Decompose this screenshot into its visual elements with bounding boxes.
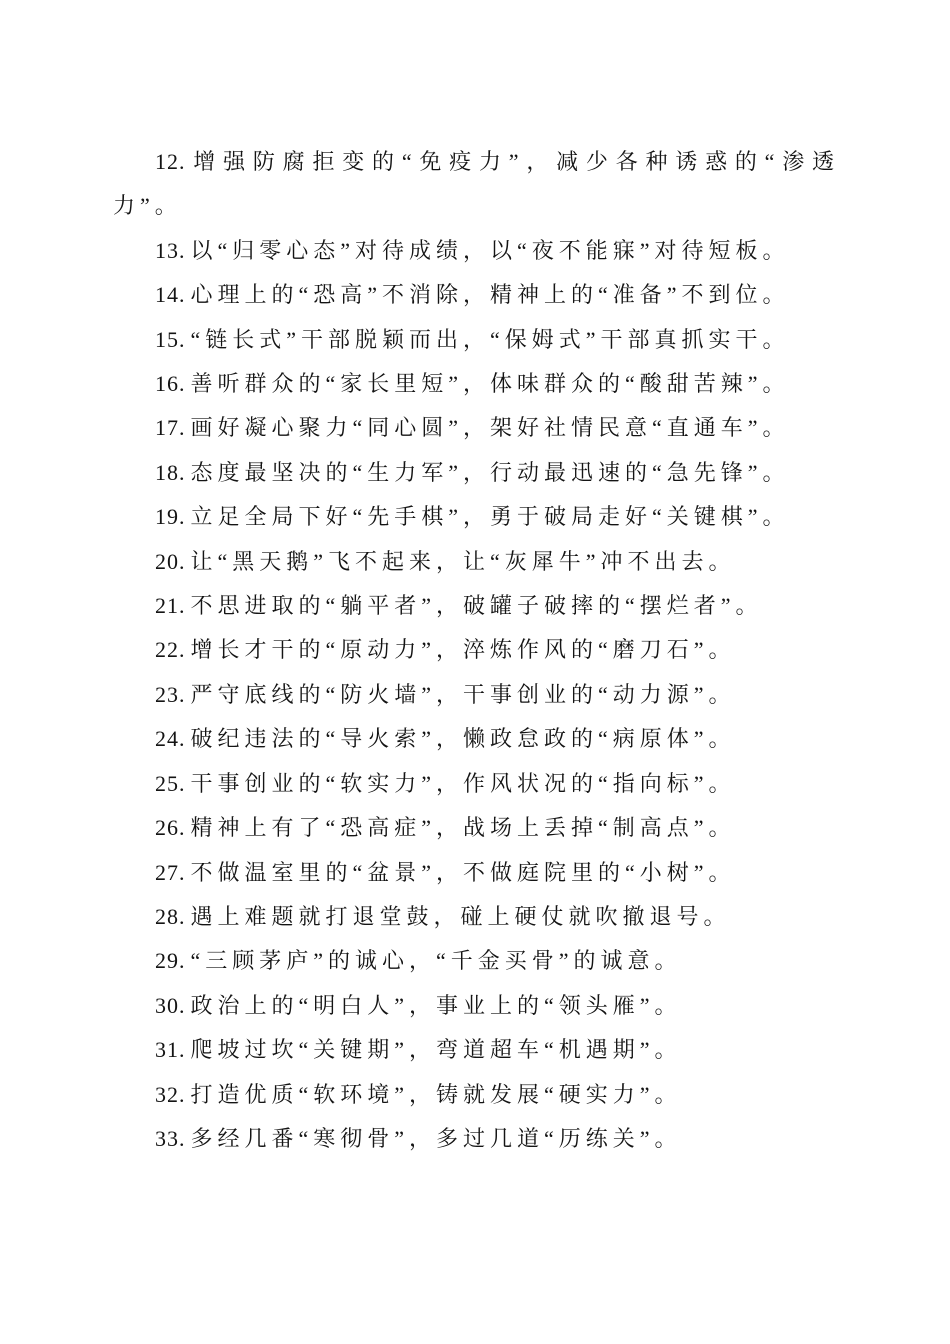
item-number: 24. — [155, 726, 186, 752]
item-text: 画好凝心聚力“同心圆”，架好社情民意“直通车”。 — [190, 415, 790, 441]
item-number: 20. — [155, 548, 186, 574]
item-text: 不思进取的“躺平者”，破罐子破摔的“摆烂者”。 — [190, 593, 763, 619]
item-text: 打造优质“软环境”，铸就发展“硬实力”。 — [190, 1081, 682, 1107]
item-number: 21. — [155, 593, 186, 619]
item-text: “链长式”干部脱颖而出，“保姆式”干部真抓实干。 — [190, 326, 790, 352]
list-item — [113, 1073, 839, 1117]
item-text: 增强防腐拒变的“免疫力”，减少各种诱惑的“渗透力”。 — [113, 149, 839, 219]
item-number: 22. — [155, 637, 186, 663]
item-text: “三顾茅庐”的诚心，“千金买骨”的诚意。 — [190, 948, 682, 974]
item-text: 破纪违法的“导火索”，懒政怠政的“病原体”。 — [190, 726, 736, 752]
item-number: 33. — [155, 1125, 186, 1151]
item-text: 干事创业的“软实力”，作风状况的“指向标”。 — [190, 770, 736, 796]
list-item — [113, 140, 839, 229]
item-text: 善听群众的“家长里短”，体味群众的“酸甜苦辣”。 — [190, 371, 790, 397]
item-number: 31. — [155, 1037, 186, 1063]
list-item — [113, 1028, 839, 1072]
list-item — [113, 273, 839, 317]
item-number: 18. — [155, 459, 186, 485]
item-text: 增长才干的“原动力”，淬炼作风的“磨刀石”。 — [190, 637, 736, 663]
item-number: 26. — [155, 815, 186, 841]
list-item — [113, 628, 839, 672]
list-item — [113, 984, 839, 1028]
list-item — [113, 229, 839, 273]
item-text: 严守底线的“防火墙”，干事创业的“动力源”。 — [190, 681, 736, 707]
list-item — [113, 717, 839, 761]
item-number: 32. — [155, 1081, 186, 1107]
item-text: 让“黑天鹅”飞不起来，让“灰犀牛”冲不出去。 — [190, 548, 736, 574]
item-number: 30. — [155, 992, 186, 1018]
list-item — [113, 406, 839, 450]
item-text: 以“归零心态”对待成绩，以“夜不能寐”对待短板。 — [190, 237, 790, 263]
list-item — [113, 495, 839, 539]
phrase-list — [113, 140, 839, 1161]
item-text: 立足全局下好“先手棋”，勇于破局走好“关键棋”。 — [190, 504, 790, 530]
list-item — [113, 806, 839, 850]
list-item — [113, 540, 839, 584]
item-number: 14. — [155, 282, 186, 308]
item-text: 心理上的“恐高”不消除，精神上的“准备”不到位。 — [190, 282, 790, 308]
item-number: 23. — [155, 681, 186, 707]
list-item — [113, 939, 839, 983]
item-number: 19. — [155, 504, 186, 530]
item-text: 精神上有了“恐高症”，战场上丢掉“制高点”。 — [190, 815, 736, 841]
list-item — [113, 362, 839, 406]
list-item — [113, 762, 839, 806]
list-item — [113, 851, 839, 895]
item-number: 27. — [155, 859, 186, 885]
item-text: 爬坡过坎“关键期”，弯道超车“机遇期”。 — [190, 1037, 682, 1063]
item-text: 多经几番“寒彻骨”，多过几道“历练关”。 — [190, 1125, 682, 1151]
item-number: 16. — [155, 371, 186, 397]
item-text: 政治上的“明白人”，事业上的“领头雁”。 — [190, 992, 682, 1018]
item-text: 遇上难题就打退堂鼓，碰上硬仗就吹撤退号。 — [190, 903, 731, 929]
item-number: 12. — [155, 149, 186, 174]
item-number: 28. — [155, 903, 186, 929]
list-item — [113, 318, 839, 362]
list-item — [113, 1117, 839, 1161]
list-item — [113, 451, 839, 495]
list-item — [113, 895, 839, 939]
item-number: 15. — [155, 326, 186, 352]
item-text: 不做温室里的“盆景”，不做庭院里的“小树”。 — [190, 859, 736, 885]
list-item — [113, 673, 839, 717]
item-text: 态度最坚决的“生力军”，行动最迅速的“急先锋”。 — [190, 459, 790, 485]
list-item — [113, 584, 839, 628]
item-number: 25. — [155, 770, 186, 796]
item-number: 17. — [155, 415, 186, 441]
item-number: 29. — [155, 948, 186, 974]
item-number: 13. — [155, 237, 186, 263]
